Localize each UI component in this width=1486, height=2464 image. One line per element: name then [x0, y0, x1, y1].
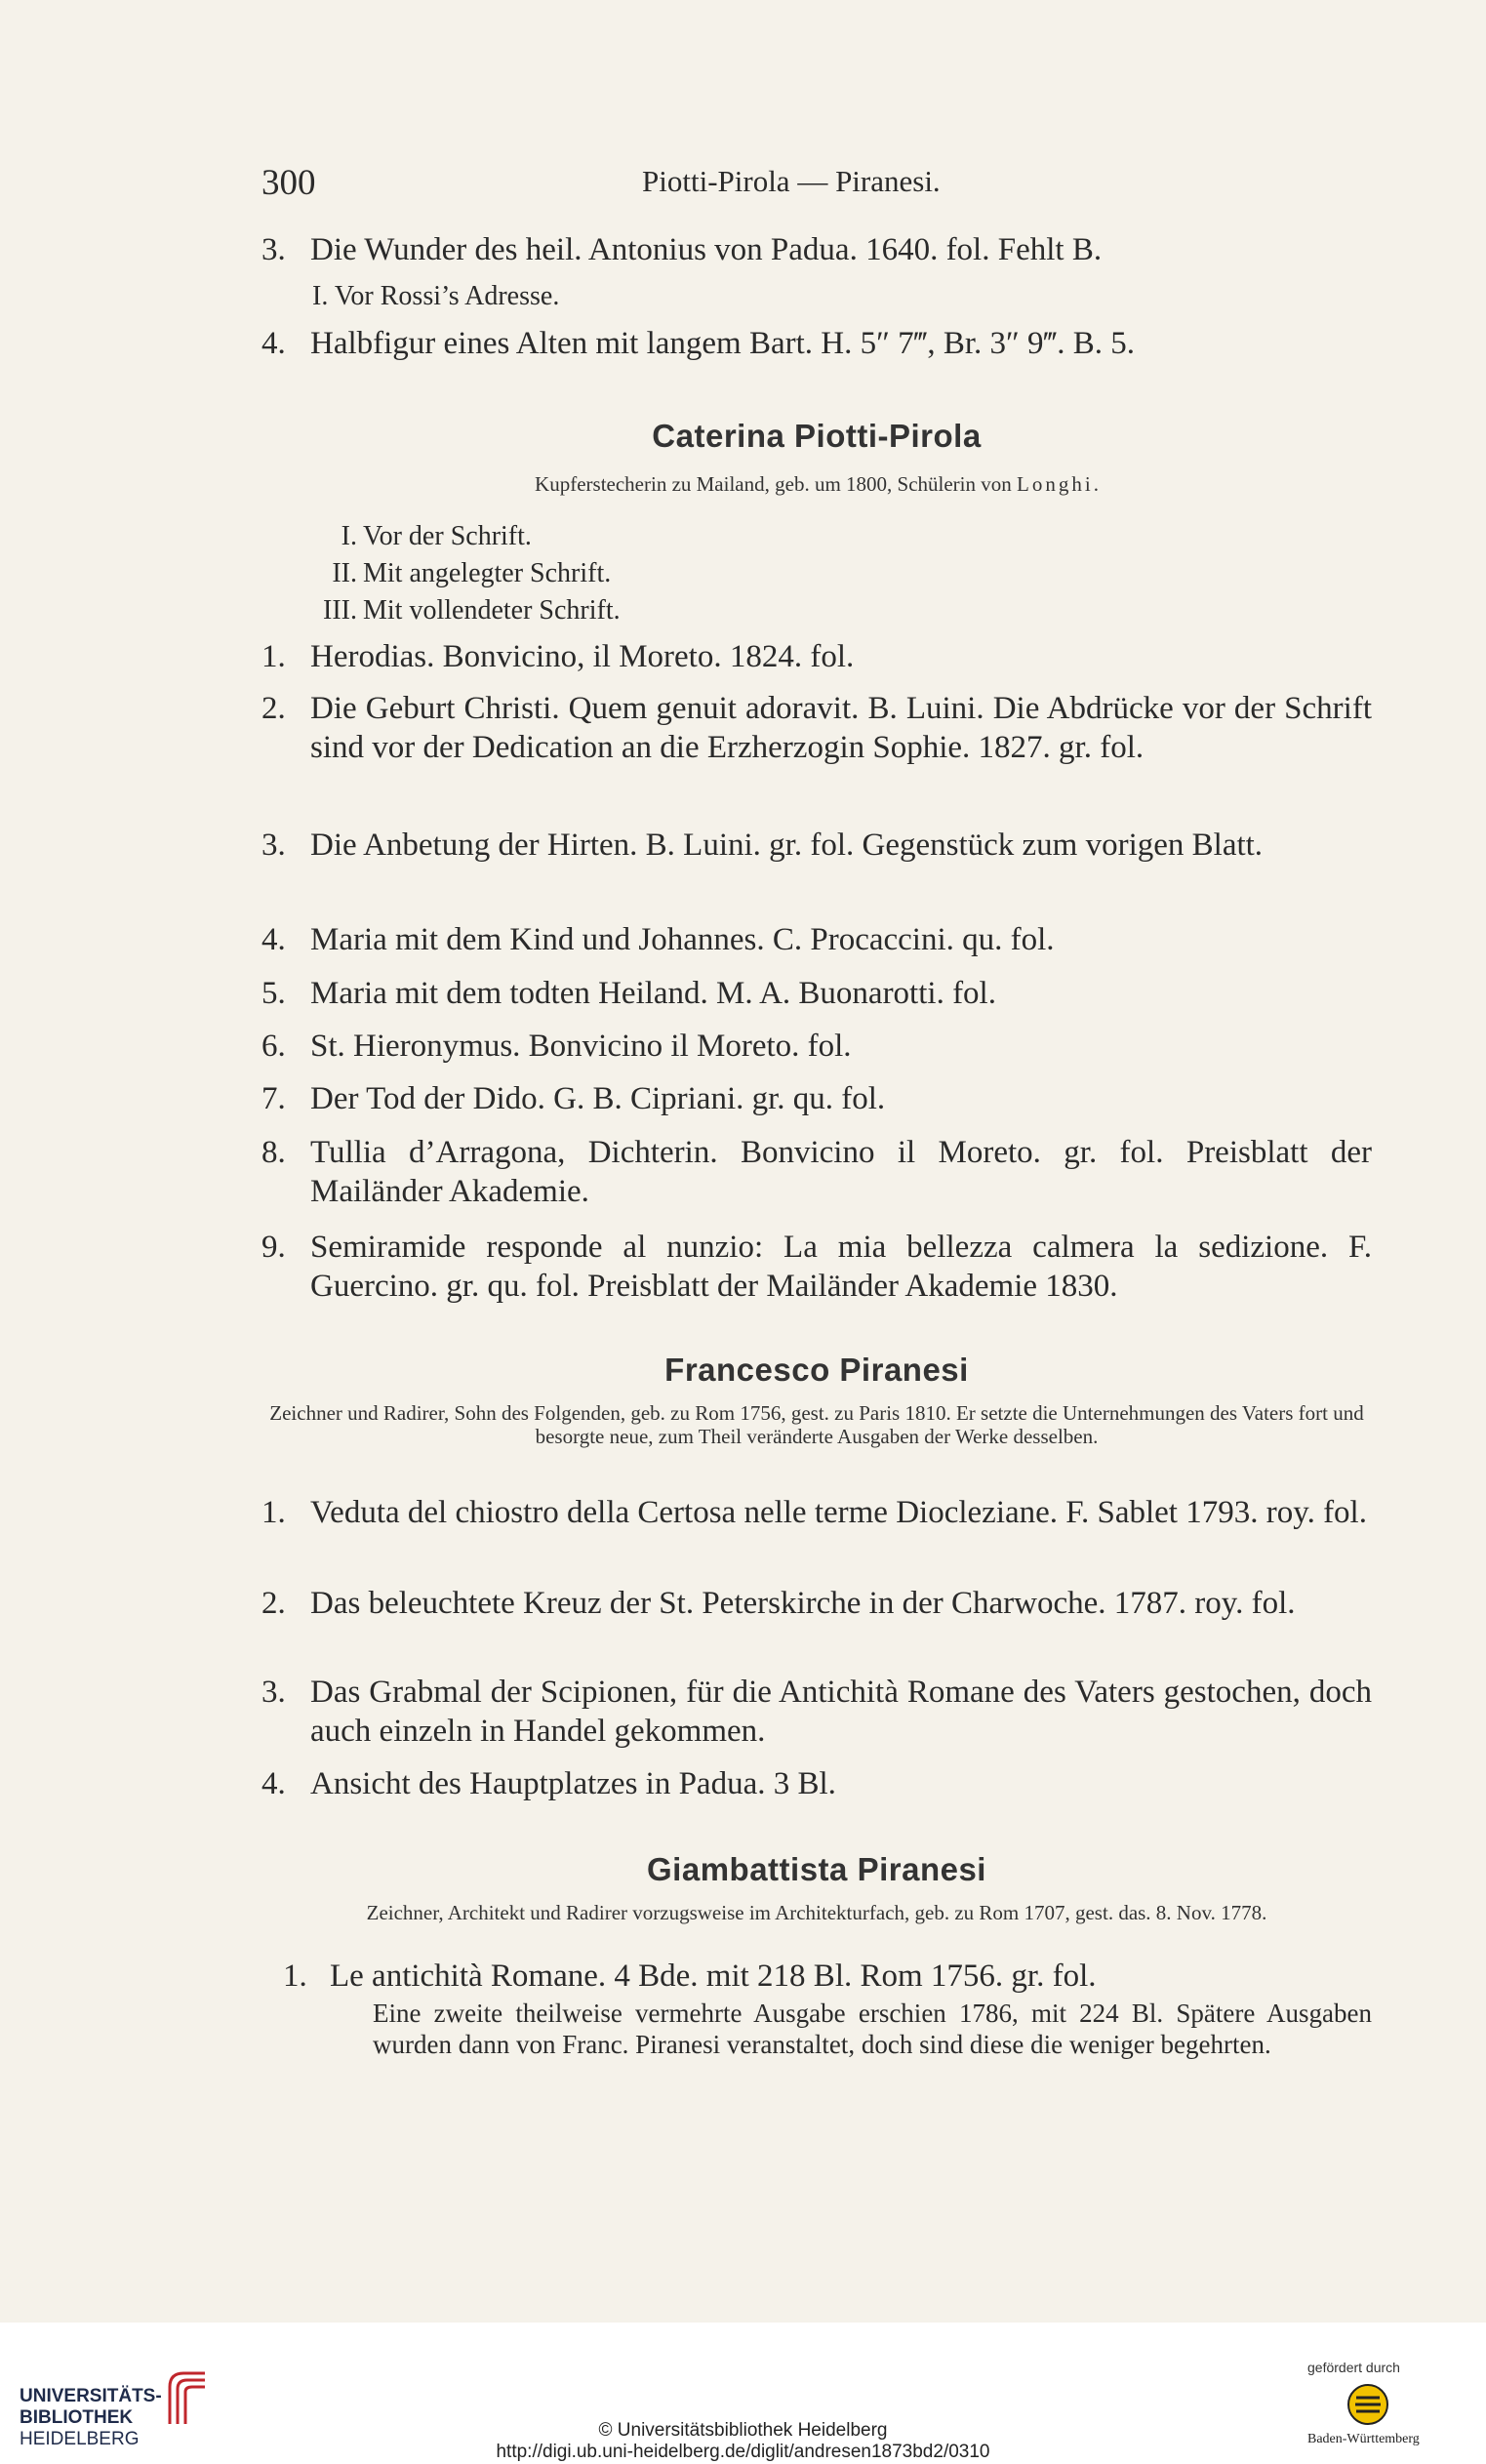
running-head [261, 162, 1372, 207]
caterina-entry-8 [261, 1133, 1372, 1211]
entry-number: 2. [261, 691, 286, 726]
entry-text: Veduta del chiostro della Certosa nelle terme Diocleziane. F. Sablet 1793. roy. fol. [310, 1495, 1367, 1530]
library-logo-icon [166, 2367, 209, 2428]
entry-note: Eine zweite theilweise vermehrte Ausgabe erschien 1786, mit 224 Bl. Spätere Ausgaben wurden dann von Franc. Piranesi veranstaltet, doch sind diese die weniger begehrten. [373, 1999, 1372, 2059]
entry-number: 7. [261, 1081, 286, 1116]
entry-text: Die Anbetung der Hirten. B. Luini. gr. fol. Gegenstück zum vorigen Blatt. [310, 828, 1264, 863]
entry-number: 1. [261, 1495, 286, 1530]
caterina-entry-6 [261, 1027, 1372, 1066]
library-logo[interactable]: UNIVERSITÄTS- BIBLIOTHEK HEIDELBERG [20, 2386, 162, 2449]
caterina-entry-7 [261, 1079, 1372, 1118]
entry-number: 4. [261, 1766, 286, 1801]
artist-bio-francesco: Zeichner und Radirer, Sohn des Folgenden, geb. zu Rom 1756, gest. zu Paris 1810. Er setzte die Unternehmungen des Vaters fort und besorgte neue, zum Theil veränderte Ausgaben der Werke desselben. [269, 1401, 1364, 1448]
entry-text: Herodias. Bonvicino, il Moreto. 1824. fol. [310, 639, 855, 674]
entry-text: Semiramide responde al nunzio: La mia bellezza calmera la sedizione. F. Guercino. gr. qu. fol. Preisblatt der Mailänder Akademie 1830. [310, 1230, 1372, 1304]
entry-number: 4. [261, 922, 286, 957]
entry-text: Tullia d’Arragona, Dichterin. Bonvicino il Moreto. gr. fol. Preisblatt der Mailänder Akademie. [310, 1135, 1372, 1209]
entry-text: Maria mit dem todten Heiland. M. A. Buonarotti. fol. [310, 976, 996, 1011]
entry-text: St. Hieronymus. Bonvicino il Moreto. fol. [310, 1029, 852, 1064]
artist-bio-caterina: Kupferstecherin zu Mailand, geb. um 1800, Schülerin von Longhi. [535, 472, 1099, 496]
copyright-text: © Universitätsbibliothek Heidelberg [598, 2420, 888, 2441]
page-number: 300 [261, 163, 316, 203]
state-3: III. Mit vollendeter Schrift. [323, 595, 621, 626]
caterina-entry-1 [261, 637, 1372, 676]
entry-number: 3. [261, 828, 286, 863]
entry-number: 5. [261, 976, 286, 1011]
entry-number: 3. [261, 232, 286, 267]
entry-text: Halbfigur eines Alten mit langem Bart. H. 5″ 7‴, Br. 3″ 9‴. B. 5. [310, 326, 1136, 361]
artist-heading-francesco: Francesco Piranesi [664, 1352, 969, 1388]
entry-text: Der Tod der Dido. G. B. Cipriani. gr. qu. fol. [310, 1081, 886, 1116]
entry-number: 1. [261, 639, 286, 674]
state-2: II. Mit angelegter Schrift. [332, 558, 612, 588]
francesco-entry-1 [261, 1493, 1372, 1532]
baden-wuerttemberg-crest-icon [1346, 2383, 1389, 2426]
entry-number: 9. [261, 1230, 286, 1265]
entry-text: Das Grabmal der Scipionen, für die Antichità Romane des Vaters gestochen, doch auch einzeln in Handel gekommen. [310, 1675, 1372, 1749]
entry-text: Le antichità Romane. 4 Bde. mit 218 Bl. Rom 1756. gr. fol. [330, 1959, 1097, 1994]
giambattista-entry-1 [283, 1957, 1372, 2060]
footer [0, 2323, 1486, 2464]
entry-text: Maria mit dem Kind und Johannes. C. Procaccini. qu. fol. [310, 922, 1055, 957]
artist-bio-giambattista: Zeichner, Architekt und Radirer vorzugsweise im Architekturfach, geb. zu Rom 1707, gest. das. 8. Nov. 1778. [366, 1901, 1267, 1924]
entry-number: 8. [261, 1135, 286, 1170]
entry-text: Ansicht des Hauptplatzes in Padua. 3 Bl. [310, 1766, 836, 1801]
entry-number: 1. [283, 1959, 307, 1994]
entry-text: Die Geburt Christi. Quem genuit adoravit. B. Luini. Die Abdrücke vor der Schrift sind vor der Dedication an die Erzherzogin Sophie. 1827. gr. fol. [310, 691, 1372, 765]
caterina-entry-9 [261, 1228, 1372, 1306]
copyright-block [0, 2420, 1486, 2463]
state-1: I. Vor der Schrift. [341, 521, 532, 551]
running-title: Piotti-Pirola — Piranesi. [642, 164, 941, 198]
entry-number: 3. [261, 1675, 286, 1710]
funded-by-label: gefördert durch [1307, 2360, 1400, 2375]
francesco-entry-2 [261, 1584, 1372, 1623]
francesco-entry-4 [261, 1764, 1372, 1803]
artist-heading-giambattista: Giambattista Piranesi [647, 1851, 986, 1887]
prev-entry-3-note: I. Vor Rossi’s Adresse. [312, 281, 560, 311]
state-label: Baden-Württemberg [1307, 2432, 1420, 2446]
entry-text: Die Wunder des heil. Antonius von Padua. 1640. fol. Fehlt B. [310, 232, 1103, 267]
entry-number: 4. [261, 326, 286, 361]
caterina-entry-2 [261, 689, 1372, 767]
francesco-entry-3 [261, 1673, 1372, 1751]
entry-number: 2. [261, 1586, 286, 1621]
artist-heading-caterina: Caterina Piotti-Pirola [652, 418, 982, 454]
prev-entry-4 [261, 324, 1372, 363]
source-url-link[interactable]: http://digi.ub.uni-heidelberg.de/diglit/andresen1873bd2/0310 [496, 2442, 990, 2462]
entry-text: Das beleuchtete Kreuz der St. Peterskirche in der Charwoche. 1787. roy. fol. [310, 1586, 1296, 1621]
entry-number: 6. [261, 1029, 286, 1064]
prev-entry-3 [261, 230, 1372, 269]
caterina-entry-5 [261, 974, 1372, 1013]
caterina-entry-4 [261, 920, 1372, 959]
caterina-entry-3 [261, 826, 1372, 865]
